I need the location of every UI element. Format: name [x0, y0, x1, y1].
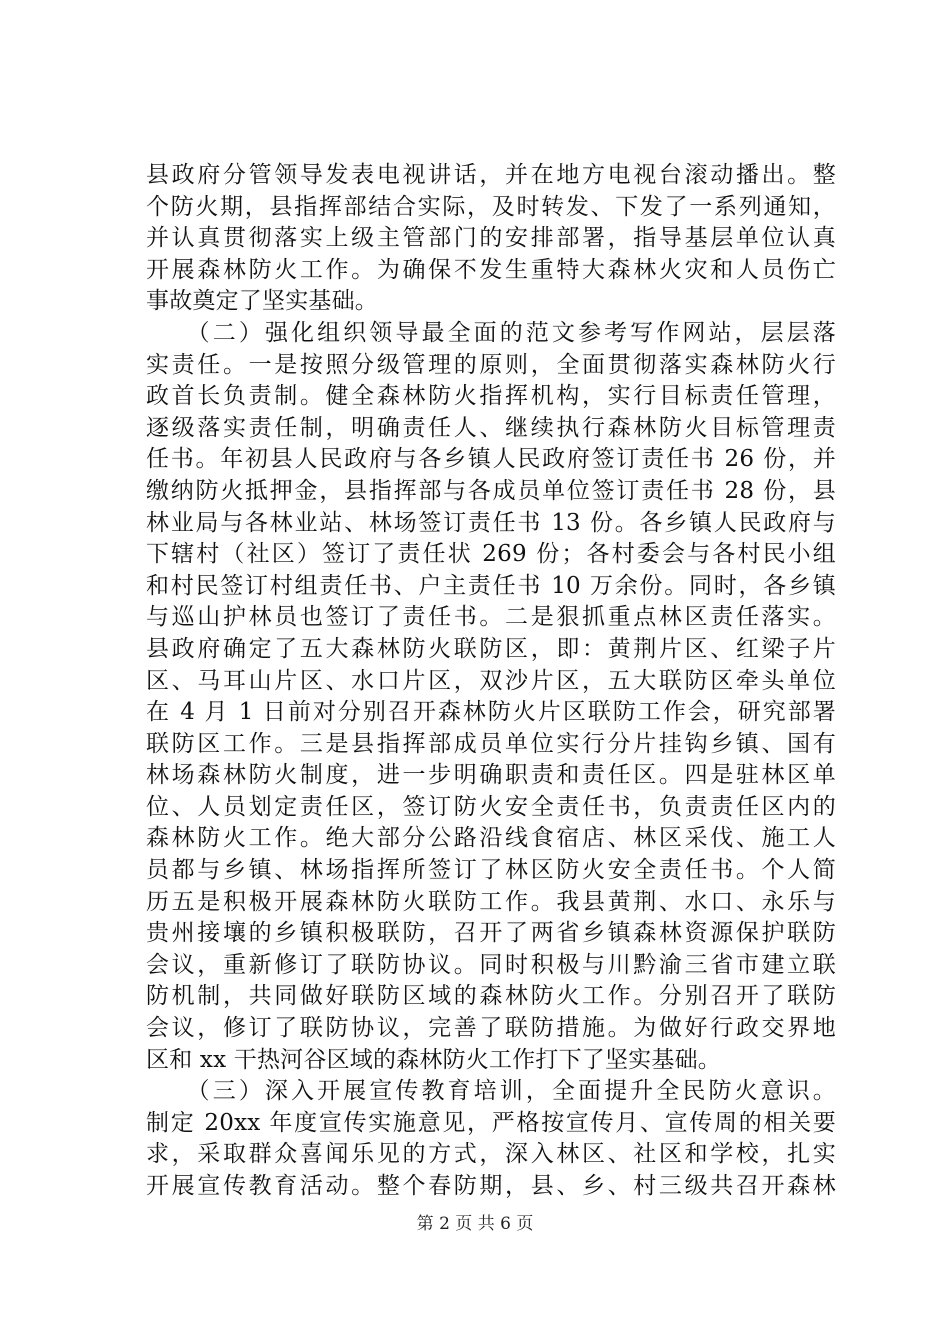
- text-line: 会议，重新修订了联防协议。同时积极与川黔渝三省市建立联: [146, 951, 836, 978]
- text-line: 政首长负责制。健全森林防火指挥机构，实行目标责任管理，: [146, 383, 836, 410]
- text-line: 林业局与各林业站、林场签订责任书 13 份。各乡镇人民政府与: [146, 509, 836, 536]
- text-line: 事故奠定了坚实基础。: [146, 288, 378, 315]
- text-line: 任书。年初县人民政府与各乡镇人民政府签订责任书 26 份，并: [146, 446, 836, 473]
- text-line: 县政府分管领导发表电视讲话，并在地方电视台滚动播出。整: [146, 162, 836, 188]
- text-line: 贵州接壤的乡镇积极联防，召开了两省乡镇森林资源保护联防: [146, 920, 836, 947]
- text-line: 制定 20xx 年度宣传实施意见，严格按宣传月、宣传周的相关要: [146, 1109, 836, 1136]
- text-line: 个防火期，县指挥部结合实际，及时转发、下发了一系列通知，: [146, 193, 836, 220]
- text-line: （三）深入开展宣传教育培训，全面提升全民防火意识。: [146, 1078, 836, 1105]
- text-line: 森林防火工作。绝大部分公路沿线食宿店、林区采伐、施工人: [146, 825, 836, 852]
- text-line: 下辖村（社区）签订了责任状 269 份；各村委会与各村民小组: [146, 541, 836, 568]
- text-line: 实责任。一是按照分级管理的原则，全面贯彻落实森林防火行: [146, 351, 836, 378]
- text-line: 在 4 月 1 日前对分别召开森林防火片区联防工作会，研究部署: [146, 699, 836, 726]
- text-line: 开展宣传教育活动。整个春防期，县、乡、村三级共召开森林: [146, 1173, 836, 1199]
- text-line: 防机制，共同做好联防区域的森林防火工作。分别召开了联防: [146, 983, 836, 1010]
- text-line: 联防区工作。三是县指挥部成员单位实行分片挂钩乡镇、国有: [146, 730, 836, 757]
- text-line: 林场森林防火制度，进一步明确职责和责任区。四是驻林区单: [146, 762, 836, 789]
- text-line: 县政府确定了五大森林防火联防区，即：黄荆片区、红梁子片: [146, 635, 836, 662]
- text-line: 缴纳防火抵押金，县指挥部与各成员单位签订责任书 28 份，县: [146, 477, 836, 504]
- text-line: 并认真贯彻落实上级主管部门的安排部署，指导基层单位认真: [146, 225, 836, 252]
- text-line: 开展森林防火工作。为确保不发生重特大森林火灾和人员伤亡: [146, 256, 836, 283]
- text-line: 会议，修订了联防协议，完善了联防措施。为做好行政交界地: [146, 1015, 836, 1042]
- body-text: [146, 160, 836, 1203]
- text-line: 历五是积极开展森林防火联防工作。我县黄荆、水口、永乐与: [146, 888, 836, 915]
- text-line: 员都与乡镇、林场指挥所签订了林区防火安全责任书。个人简: [146, 857, 836, 884]
- text-line: 和村民签订村组责任书、户主责任书 10 万余份。同时，各乡镇: [146, 572, 836, 599]
- text-line: 求，采取群众喜闻乐见的方式，深入林区、社区和学校，扎实: [146, 1141, 836, 1168]
- text-line: 与巡山护林员也签订了责任书。二是狠抓重点林区责任落实。: [146, 604, 836, 631]
- text-line: 区、马耳山片区、水口片区，双沙片区，五大联防区牵头单位: [146, 667, 836, 694]
- text-line: （二）强化组织领导最全面的范文参考写作网站，层层落: [146, 319, 836, 346]
- text-line: 区和 xx 干热河谷区域的森林防火工作打下了坚实基础。: [146, 1046, 721, 1073]
- text-line: 逐级落实责任制，明确责任人、继续执行森林防火目标管理责: [146, 414, 836, 441]
- page-footer: 第 2 页 共 6 页: [416, 1214, 534, 1234]
- text-line: 位、人员划定责任区，签订防火安全责任书，负责责任区内的: [146, 793, 836, 820]
